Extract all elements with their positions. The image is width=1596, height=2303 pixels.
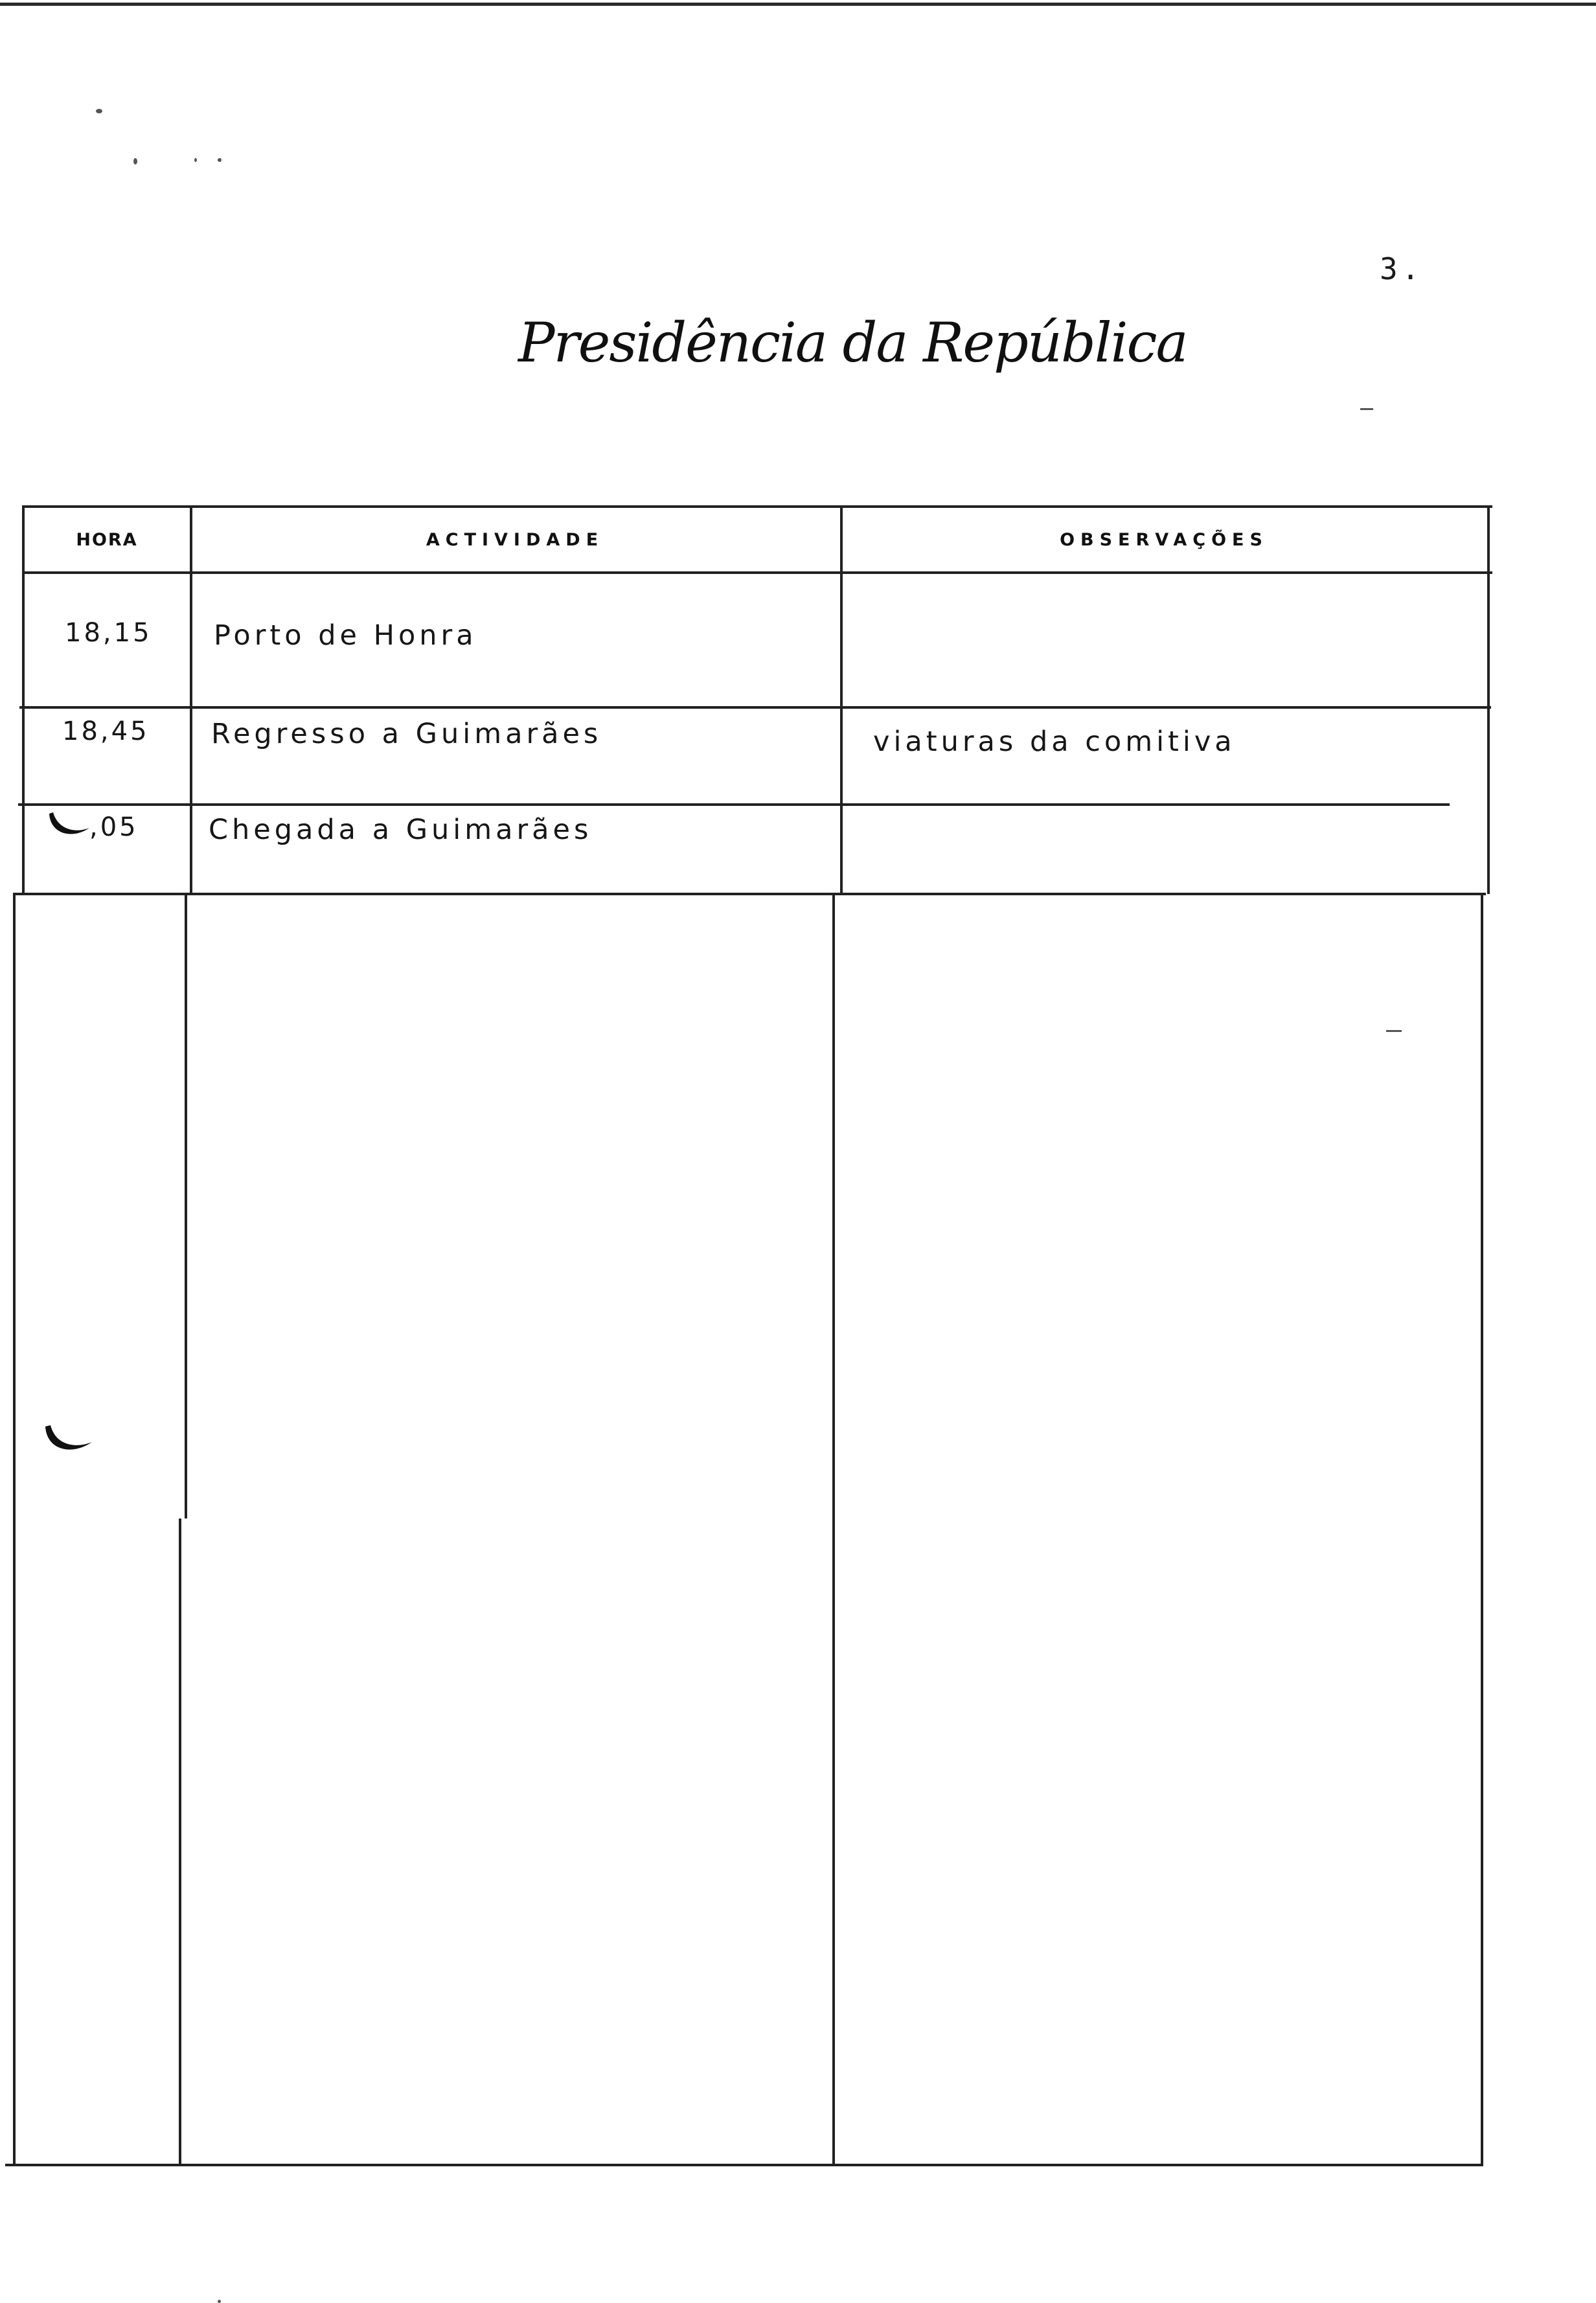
header-hora: HORA (76, 530, 138, 550)
page-number: 3. (1380, 251, 1424, 286)
table-right-border (1487, 505, 1490, 894)
header-observacoes: OBSERVAÇÕES (1060, 530, 1268, 550)
row-divider (16, 893, 1486, 895)
header-actividade: ACTIVIDADE (426, 530, 604, 550)
column-divider-actividade (832, 893, 835, 2166)
row-2-hora: 18,45 (62, 716, 150, 746)
row-divider (19, 706, 1491, 709)
row-2-actividade: Regresso a Guimarães (211, 718, 602, 750)
row-2-observacoes: viaturas da comitiva (873, 726, 1236, 758)
table-top-border (22, 505, 1492, 508)
column-divider-hora (179, 1518, 181, 2166)
column-divider-hora (185, 893, 187, 1518)
row-divider (18, 803, 1450, 806)
row-1-actividade: Porto de Honra (214, 619, 477, 652)
scan-speck (218, 2300, 221, 2303)
table-bottom-border (5, 2164, 1482, 2166)
row-3-actividade: Chegada a Guimarães (209, 814, 593, 846)
handwritten-mark-icon (43, 1423, 95, 1459)
column-divider-actividade (840, 505, 843, 894)
scan-speck (1360, 408, 1373, 410)
table-right-border (1481, 893, 1483, 2166)
letterhead-title: Presidência da República (518, 311, 1187, 374)
table-left-border (22, 505, 25, 894)
header-bottom-border (22, 571, 1492, 574)
handwritten-hour-mark-icon (47, 810, 92, 842)
scan-speck (1386, 1030, 1402, 1032)
table-left-border (13, 893, 16, 2166)
column-divider-hora (190, 505, 192, 894)
row-3-hora: ,05 (89, 812, 139, 842)
row-1-hora: 18,15 (65, 618, 152, 648)
